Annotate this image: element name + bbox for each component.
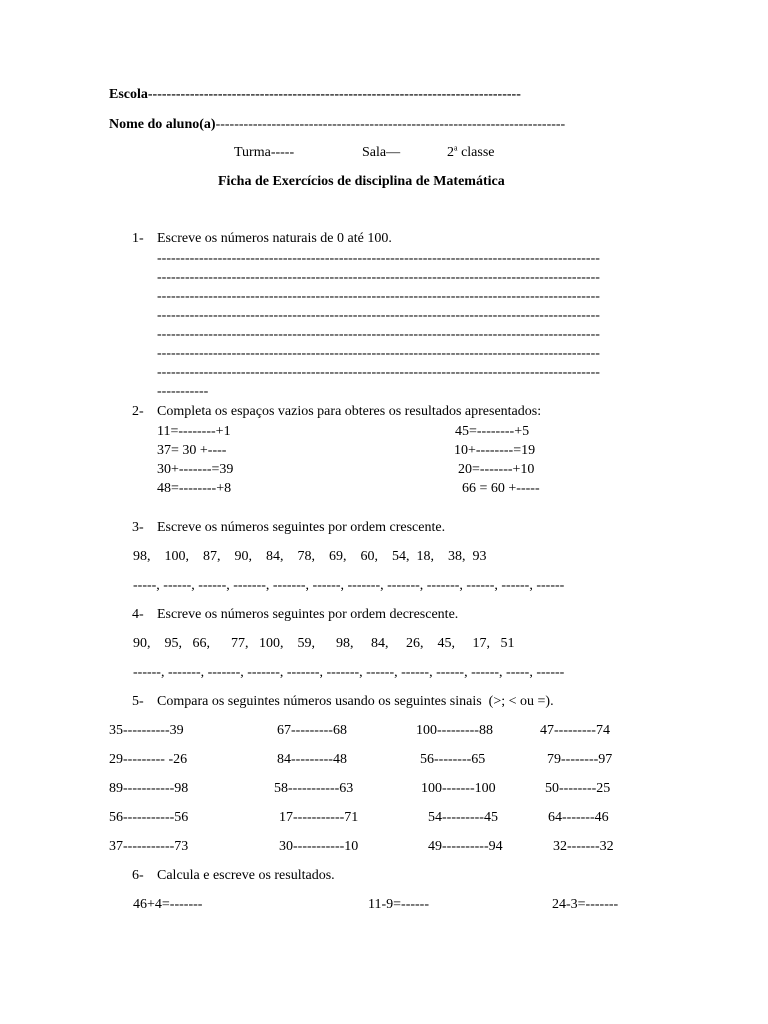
q2-right-item: 10+--------=19 [454,443,536,458]
compare-item: 56--------65 [420,752,486,767]
q2-left-item: 37= 30 +---- [157,443,227,458]
answer-line: ----------------------------------------------------------------------------------------------- [157,365,600,380]
answer-line: ----------------------------------------------------------------------------------------------- [157,327,600,342]
turma-field: Turma----- [234,145,295,160]
calc-item: 24-3=------- [552,897,619,912]
q3-number: 3- [132,520,144,535]
q3-numbers: 98, 100, 87, 90, 84, 78, 69, 60, 54, 18, 38, 93 [133,549,487,564]
q3-answer-line: -----, ------, ------, -------, -------, ------, -------, -------, -------, ------, ------, ------ [133,578,565,593]
compare-item: 29--------- -26 [109,752,188,767]
school-label: Escola [109,87,148,102]
compare-item: 100-------100 [421,781,496,796]
classe-ordinal: a [454,143,458,153]
q2-right-item: 66 = 60 +----- [462,481,540,496]
worksheet-title: Ficha de Exercícios de disciplina de Matemática [218,174,505,189]
compare-item: 84---------48 [277,752,347,767]
classe-field [447,145,495,161]
q5-text: Compara os seguintes números usando os seguintes sinais (>; < ou =). [157,694,554,709]
q6-number: 6- [132,868,144,883]
compare-item: 79--------97 [547,752,613,767]
compare-item: 89-----------98 [109,781,189,796]
compare-item: 50--------25 [545,781,611,796]
compare-item: 37-----------73 [109,839,189,854]
q2-left-item: 11=--------+1 [157,424,231,439]
q2-right-item: 20=-------+10 [458,462,535,477]
q2-left-item: 48=--------+8 [157,481,232,496]
compare-item: 17-----------71 [279,810,359,825]
q4-numbers: 90, 95, 66, 77, 100, 59, 98, 84, 26, 45, 17, 51 [133,636,515,651]
answer-line: ----------------------------------------------------------------------------------------------- [157,251,600,266]
answer-line: ----------------------------------------------------------------------------------------------- [157,289,600,304]
student-label: Nome do aluno(a) [109,117,216,132]
answer-line: ----------------------------------------------------------------------------------------------- [157,308,600,323]
compare-item: 67---------68 [277,723,347,738]
compare-item: 56-----------56 [109,810,189,825]
q2-number: 2- [132,404,144,419]
calc-item: 46+4=------- [133,897,203,912]
q5-number: 5- [132,694,144,709]
compare-item: 100---------88 [416,723,493,738]
compare-item: 54---------45 [428,810,498,825]
compare-item: 32-------32 [553,839,614,854]
q2-text: Completa os espaços vazios para obteres os resultados apresentados: [157,404,542,419]
compare-item: 49----------94 [428,839,503,854]
answer-line-tail: ----------- [157,384,209,399]
q4-number: 4- [132,607,144,622]
q2-right-item: 45=--------+5 [455,424,530,439]
student-name-line [109,117,565,133]
q4-text: Escreve os números seguintes por ordem decrescente. [157,607,459,622]
compare-item: 30-----------10 [279,839,359,854]
q1-number: 1- [132,231,144,246]
school-blank: -------------------------------------------------------------------------------- [147,87,521,102]
compare-item: 35----------39 [109,723,184,738]
compare-item: 64-------46 [548,810,609,825]
q3-text: Escreve os números seguintes por ordem crescente. [157,520,446,535]
classe-word: classe [457,145,495,160]
compare-item: 47---------74 [540,723,610,738]
q1-answer-lines [157,251,657,403]
calc-item: 11-9=------ [368,897,430,912]
compare-item: 58-----------63 [274,781,354,796]
sala-field: Sala— [362,145,401,160]
answer-line: ----------------------------------------------------------------------------------------------- [157,346,600,361]
q4-answer-line: ------, -------, -------, -------, -------, -------, ------, ------, ------, ------, -----, ------ [133,665,565,680]
q1-text: Escreve os números naturais de 0 até 100. [157,231,392,246]
school-line [109,87,521,103]
q2-left-item: 30+-------=39 [157,462,234,477]
student-blank: --------------------------------------------------------------------------- [215,117,566,132]
q6-text: Calcula e escreve os resultados. [157,868,335,883]
classe-number: 2 [447,145,454,160]
answer-line: ----------------------------------------------------------------------------------------------- [157,270,600,285]
